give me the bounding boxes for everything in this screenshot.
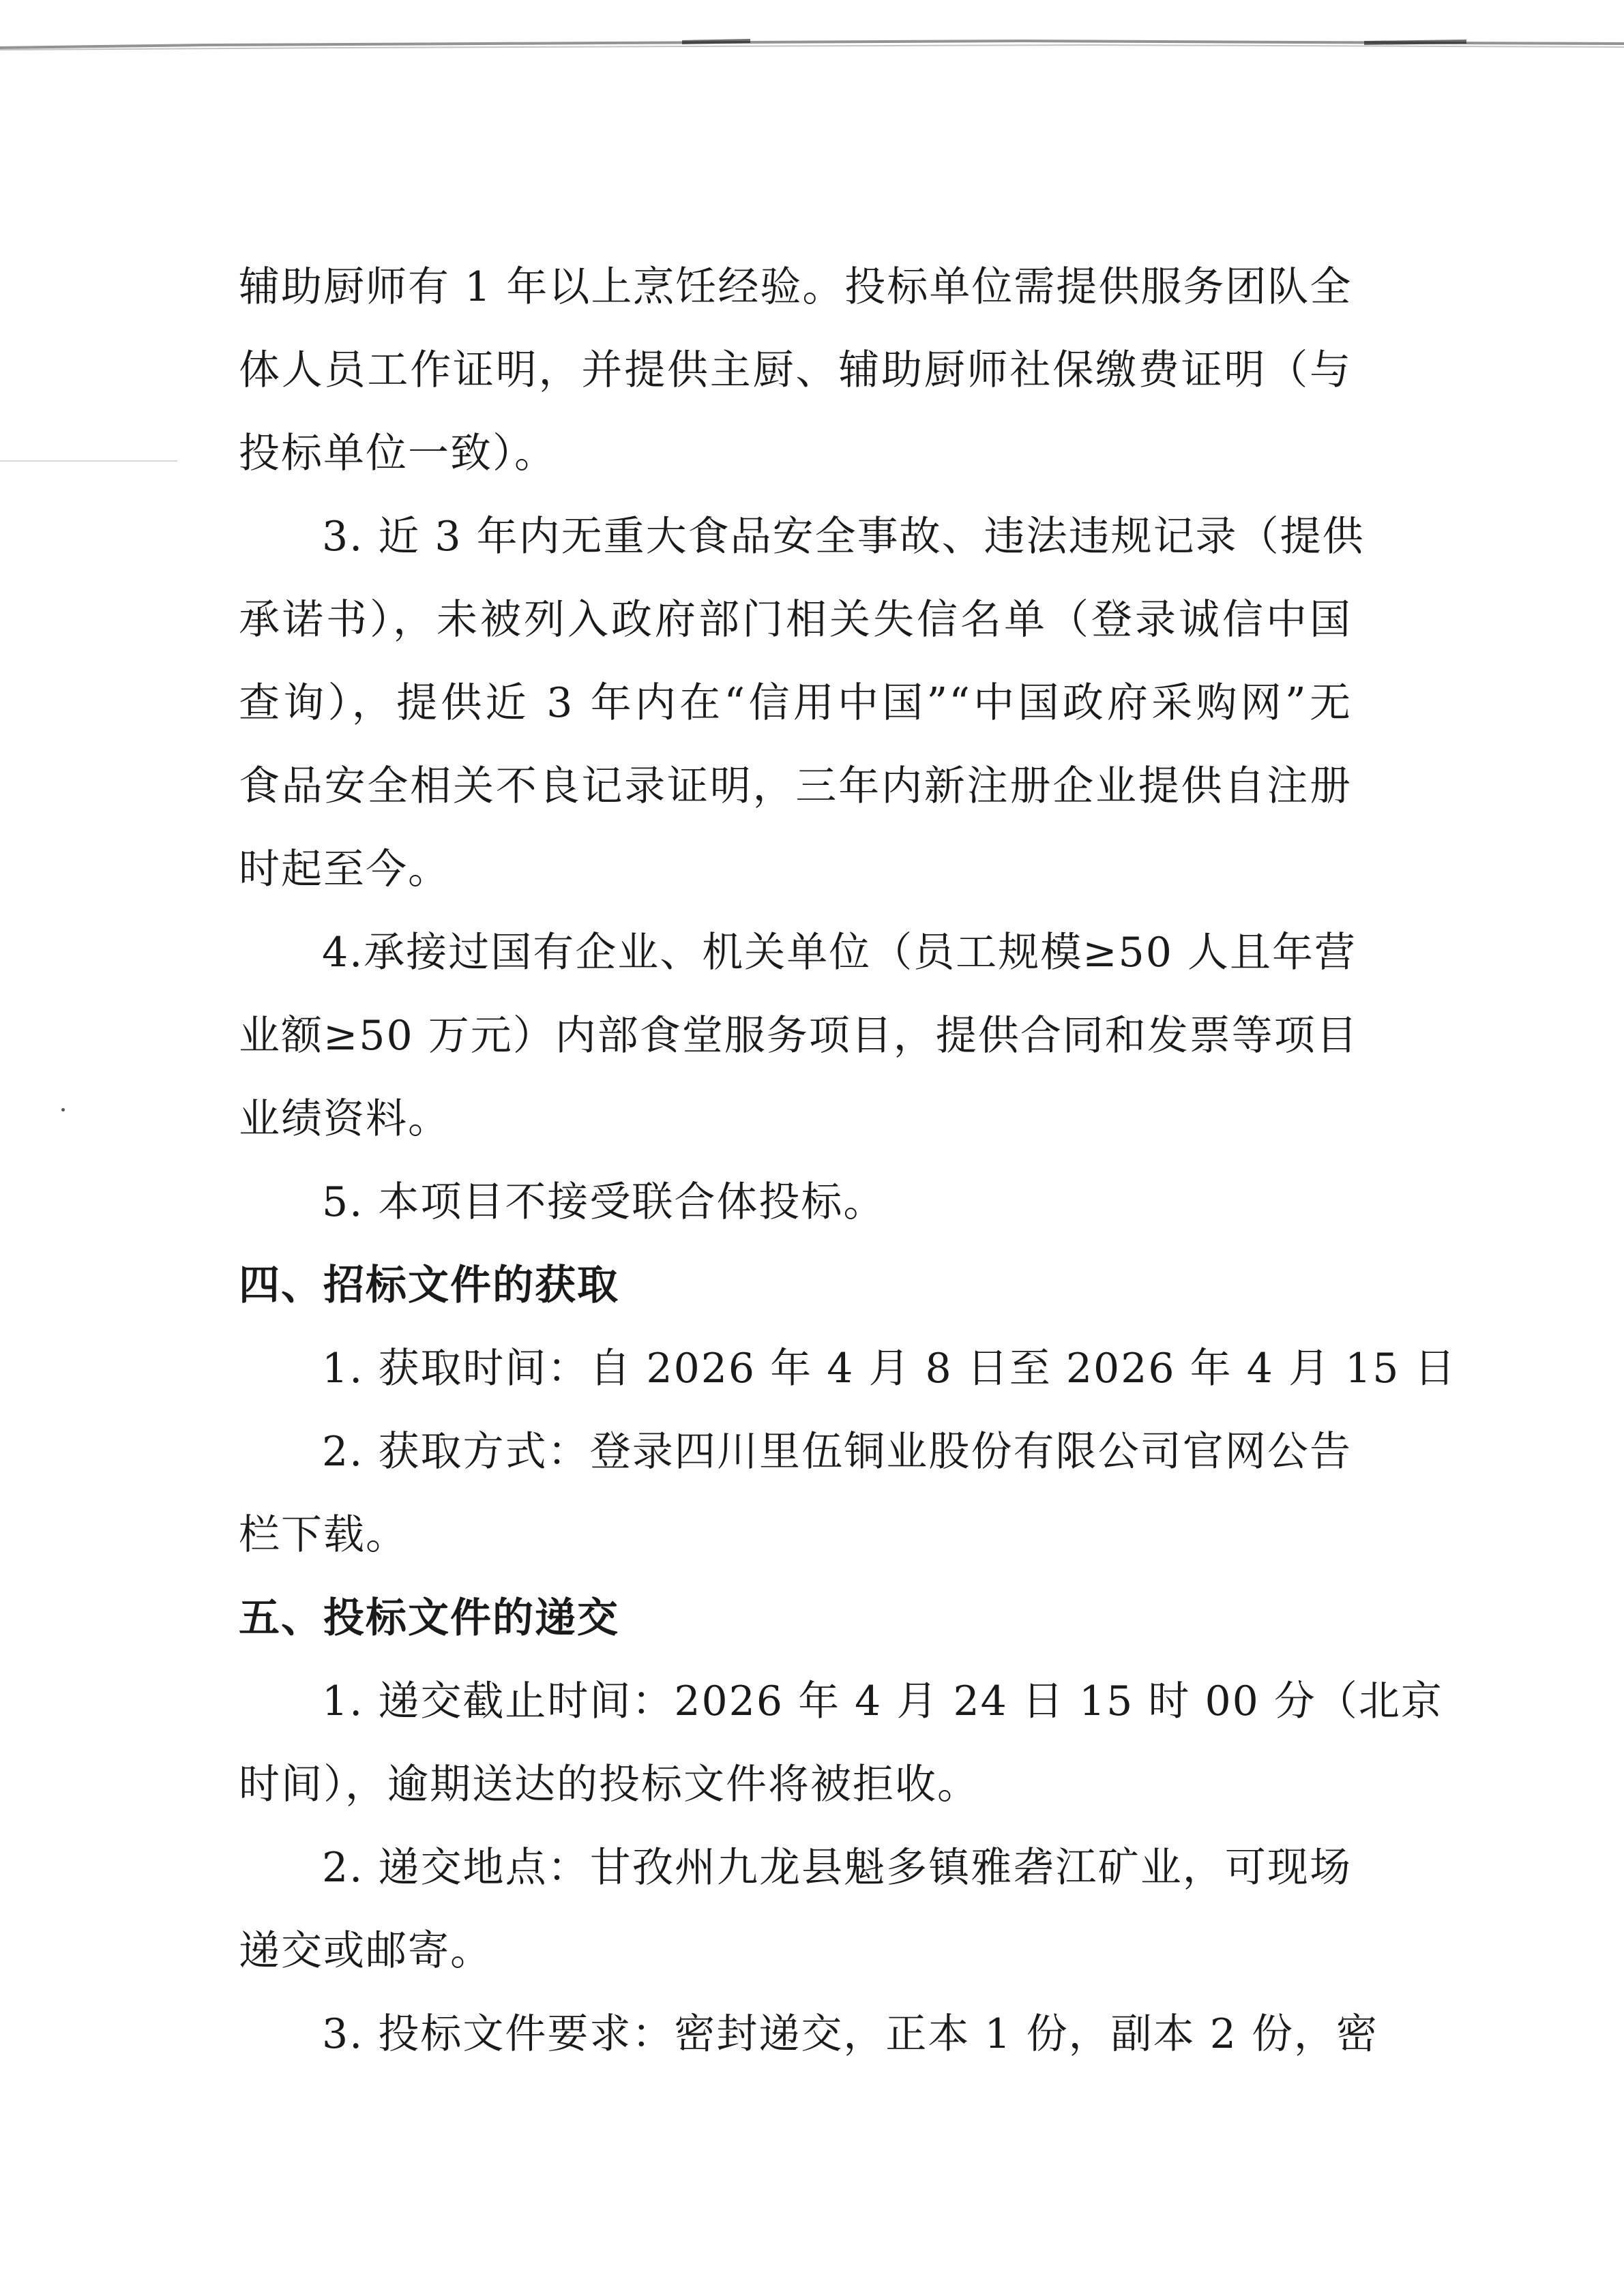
text-line: 辅助厨师有 1 年以上烹饪经验。投标单位需提供服务团队全 — [239, 263, 1353, 311]
scan-artifact-dot — [61, 1108, 65, 1112]
document-body — [239, 245, 1457, 2076]
text-line: 2. 获取方式：登录四川里伍铜业股份有限公司官网公告 — [322, 1428, 1352, 1476]
text-line: 体人员工作证明，并提供主厨、辅助厨师社保缴费证明（与 — [239, 346, 1352, 394]
text-line: 1. 获取时间：自 2026 年 4 月 8 日至 2026 年 4 月 15 日 — [322, 1345, 1457, 1392]
text-line: 食品安全相关不良记录证明，三年内新注册企业提供自注册 — [239, 762, 1352, 810]
text-line: 3. 投标文件要求：密封递交，正本 1 份，副本 2 份，密 — [322, 2010, 1378, 2058]
text-line: 时起至今。 — [239, 846, 450, 893]
text-line: 业额≥50 万元）内部食堂服务项目，提供合同和发票等项目 — [239, 1012, 1359, 1060]
text-line: 2. 递交地点：甘孜州九龙县魁多镇雅砻江矿业，可现场 — [322, 1844, 1352, 1892]
text-line: 1. 递交截止时间：2026 年 4 月 24 日 15 时 00 分（北京 — [322, 1678, 1443, 1725]
text-line: 3. 近 3 年内无重大食品安全事故、违法违规记录（提供 — [322, 513, 1365, 561]
text-line: 时间），逾期送达的投标文件将被拒收。 — [239, 1761, 979, 1808]
scan-top-edge — [0, 0, 1624, 55]
text-line: 承诺书），未被列入政府部门相关失信名单（登录诚信中国 — [239, 596, 1352, 644]
section-heading: 四、招标文件的获取 — [239, 1262, 619, 1309]
section-heading: 五、投标文件的递交 — [239, 1594, 619, 1642]
text-line: 5. 本项目不接受联合体投标。 — [322, 1178, 886, 1226]
text-line: 4.承接过国有企业、机关单位（员工规模≥50 人且年营 — [322, 929, 1357, 976]
text-line: 栏下载。 — [239, 1511, 408, 1559]
text-line: 投标单位一致）。 — [239, 430, 557, 477]
scan-artifact-line — [0, 460, 177, 462]
text-line: 查询），提供近 3 年内在“信用中国”“中国政府采购网”无 — [239, 679, 1352, 727]
text-line: 业绩资料。 — [239, 1095, 450, 1143]
text-line: 递交或邮寄。 — [239, 1927, 492, 1975]
